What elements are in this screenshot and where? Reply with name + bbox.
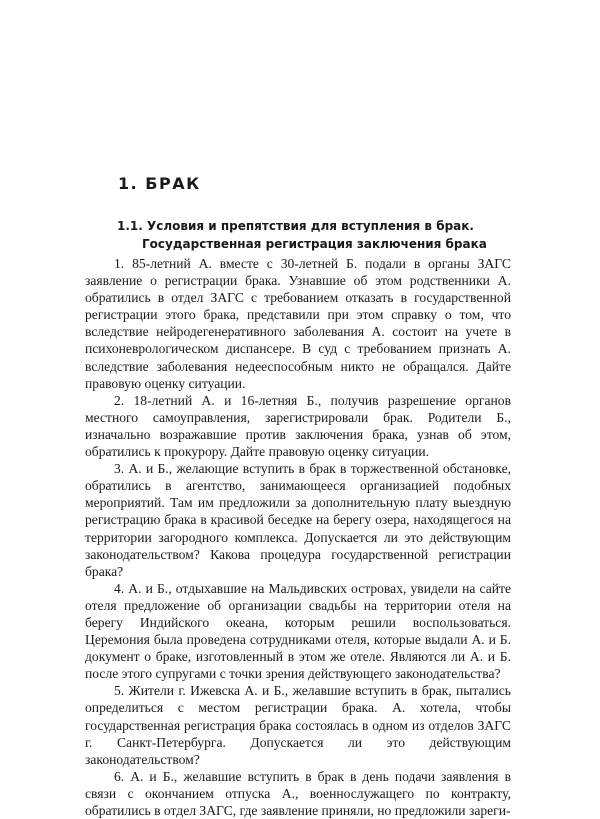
section-heading-line-2: Государственная регистрация заключения брака xyxy=(142,237,487,251)
problem-1: 1. 85-летний А. вместе с 30-летней Б. подали в органы ЗАГС заявление о регистрации брака. Узнавшие об этом родственники А. обратились в отдел ЗАГС с требованием отказать в государственной регистрации этого брака, представили при этом справку о том, что вследствие нейродегенеративного заболевания А. состоит на учете в психоневрологическом диспансере. В суд с требованием признать А. вследствие заболевания недееспособным никто не обращался. Дайте правовую оценку ситуации. xyxy=(85,256,511,391)
section-heading xyxy=(117,217,517,253)
problem-6: 6. А. и Б., желавшие вступить в брак в день подачи заявления в связи с окончанием отпуска А., военнослужащего по контракту, обратились в отдел ЗАГС, где заявление приняли, но предложили зареги- xyxy=(85,768,511,818)
section-heading-line-1: 1.1. Условия и препятствия для вступления в брак. xyxy=(117,219,474,233)
chapter-title: 1. БРАК xyxy=(118,174,201,193)
problems-text xyxy=(85,255,511,819)
problem-3: 3. А. и Б., желающие вступить в брак в торжественной обстановке, обратились в агентство, занимающееся организацией подобных мероприятий. Там им предложили за дополнительную плату выездную регистрацию брака в красивой беседке на берегу озера, находящегося на территории загородного комплекса. Допускается ли это действующим законодательством? Какова процедура государственной регистрации брака? xyxy=(85,461,511,579)
problem-4: 4. А. и Б., отдыхавшие на Мальдивских островах, увидели на сайте отеля предложение об организации свадьбы на территории отеля на берегу Индийского океана, которым решили воспользоваться. Церемония была проведена сотрудниками отеля, которые выдали А. и Б. документ о браке, изготовленный в этом же отеле. Являются ли А. и Б. после этого супругами с точки зрения действующего законодательства? xyxy=(85,580,511,682)
problem-5: 5. Жители г. Ижевска А. и Б., желавшие вступить в брак, пытались определиться с местом регистрации брака. А. хотела, чтобы государственная регистрация брака состоялась в одном из отделов ЗАГС г. Санкт-Петербурга. Допускается ли это действующим законодательством? xyxy=(85,683,511,767)
problem-2: 2. 18-летний А. и 16-летняя Б., получив разрешение органов местного самоуправления, зарегистрировали брак. Родители Б., изначально возражавшие против заключения брака, узнав об этом, обратились к прокурору. Дайте правовую оценку ситуации. xyxy=(85,392,511,460)
